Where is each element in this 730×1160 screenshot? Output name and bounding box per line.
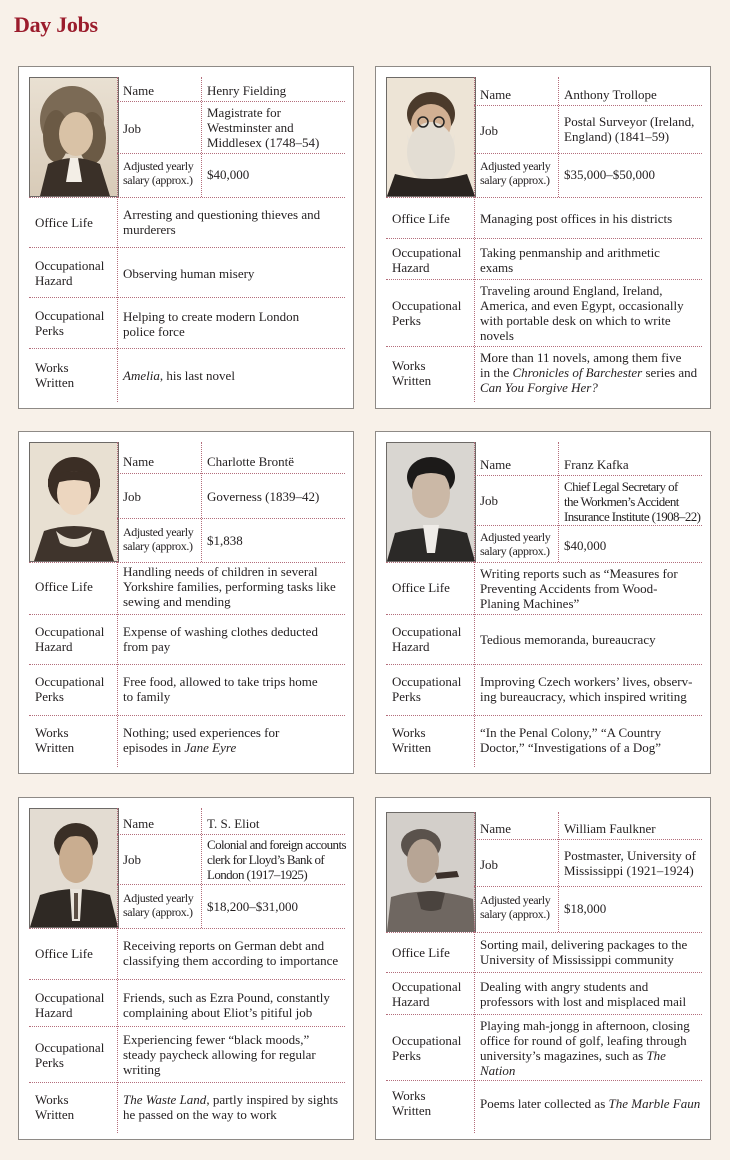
divider xyxy=(201,808,202,928)
divider xyxy=(117,928,118,1133)
salary-value: $40,000 xyxy=(207,166,250,182)
label-works: Works Written xyxy=(35,725,75,755)
job-value: Governess (1839–42) xyxy=(207,488,320,504)
salary-value: $18,000 xyxy=(564,900,607,916)
hazard-value: Friends, such as Ezra Pound, constantly complaining about Eliot’s pitiful job xyxy=(123,990,330,1020)
divider xyxy=(386,1014,702,1015)
divider xyxy=(117,518,345,519)
name-value: Charlotte Brontë xyxy=(207,453,295,469)
label-office-life: Office Life xyxy=(35,945,93,961)
divider xyxy=(117,473,345,474)
label-name: Name xyxy=(480,456,512,472)
page-title: Day Jobs xyxy=(14,12,98,37)
label-office-life: Office Life xyxy=(392,210,450,226)
label-salary: Adjusted yearly salary (approx.) xyxy=(480,159,551,187)
card-franz-kafka xyxy=(375,431,711,774)
works-value: Nothing; used experiences for episodes in Jane Eyre xyxy=(123,725,280,755)
label-salary: Adjusted yearly salary (approx.) xyxy=(480,893,551,921)
office-life-value: Writing reports such as “Measures for Preventing Accidents from Wood- Planing Machines” xyxy=(480,566,678,611)
perks-value: Free food, allowed to take trips home to family xyxy=(123,674,318,704)
salary-value: $40,000 xyxy=(564,537,607,553)
label-perks: Occupational Perks xyxy=(35,308,105,338)
office-life-value: Arresting and questioning thieves and murderers xyxy=(123,207,321,237)
label-salary: Adjusted yearly salary (approx.) xyxy=(480,530,551,558)
works-value: Amelia, his last novel xyxy=(123,367,235,383)
divider xyxy=(386,715,702,716)
label-hazard: Occupational Hazard xyxy=(392,979,462,1009)
divider xyxy=(29,928,345,929)
label-salary: Adjusted yearly salary (approx.) xyxy=(123,891,194,919)
divider xyxy=(474,839,702,840)
label-salary: Adjusted yearly salary (approx.) xyxy=(123,159,194,187)
divider xyxy=(474,886,702,887)
job-value: Chief Legal Secretary of the Workmen’s Accident Insurance Institute (1908–22) xyxy=(564,479,701,524)
divider xyxy=(558,812,559,932)
divider xyxy=(474,442,475,562)
divider xyxy=(386,1080,702,1081)
label-hazard: Occupational Hazard xyxy=(35,624,105,654)
divider xyxy=(29,247,345,248)
divider xyxy=(29,1026,345,1027)
divider xyxy=(117,442,118,562)
office-life-value: Handling needs of children in several Yorkshire families, performing tasks like sewing and mending xyxy=(123,564,336,609)
hazard-value: Observing human misery xyxy=(123,265,255,281)
divider xyxy=(29,1082,345,1083)
perks-value: Experiencing fewer “black moods,” steady paycheck allowing for regular writing xyxy=(123,1032,316,1077)
divider xyxy=(29,715,345,716)
divider xyxy=(117,101,345,102)
label-name: Name xyxy=(480,86,512,102)
card-henry-fielding xyxy=(18,66,354,409)
salary-value: $35,000–$50,000 xyxy=(564,166,655,182)
perks-value: Improving Czech workers’ lives, observ- ing bureaucracy, which inspired writing xyxy=(480,674,693,704)
name-value: T. S. Eliot xyxy=(207,815,260,831)
divider xyxy=(29,562,345,563)
divider xyxy=(117,197,118,402)
label-perks: Occupational Perks xyxy=(392,674,462,704)
label-works: Works Written xyxy=(392,725,432,755)
hazard-value: Dealing with angry students and professors with lost and misplaced mail xyxy=(480,979,687,1009)
divider xyxy=(386,972,702,973)
label-name: Name xyxy=(123,453,155,469)
divider xyxy=(29,297,345,298)
office-life-value: Receiving reports on German debt and classifying them according to importance xyxy=(123,938,339,968)
divider xyxy=(29,614,345,615)
divider xyxy=(29,197,345,198)
divider xyxy=(386,664,702,665)
job-value: Colonial and foreign accounts clerk for Lloyd’s Bank of London (1917–1925) xyxy=(207,837,346,882)
divider xyxy=(29,348,345,349)
label-job: Job xyxy=(123,488,142,504)
label-name: Name xyxy=(480,820,512,836)
divider xyxy=(474,932,475,1133)
card-ts-eliot xyxy=(18,797,354,1140)
portrait-ts-eliot xyxy=(29,808,119,928)
label-salary: Adjusted yearly salary (approx.) xyxy=(123,525,194,553)
divider xyxy=(386,238,702,239)
divider xyxy=(474,153,702,154)
card-anthony-trollope xyxy=(375,66,711,409)
label-office-life: Office Life xyxy=(35,214,93,230)
portrait-franz-kafka xyxy=(386,442,476,562)
label-works: Works Written xyxy=(392,1088,432,1118)
portrait-anthony-trollope xyxy=(386,77,476,197)
name-value: William Faulkner xyxy=(564,820,656,836)
divider xyxy=(117,808,118,928)
divider xyxy=(117,77,118,197)
job-value: Magistrate for Westminster and Middlesex (1748–54) xyxy=(207,105,320,150)
works-value: More than 11 novels, among them five in the Chronicles of Barchester series and Can You Forgive Her? xyxy=(480,350,698,395)
label-hazard: Occupational Hazard xyxy=(392,245,462,275)
perks-value: Traveling around England, Ireland, America, and even Egypt, occasionally with portable desk on which to write novels xyxy=(480,283,684,343)
portrait-charlotte-bronte xyxy=(29,442,119,562)
divider xyxy=(117,834,345,835)
label-job: Job xyxy=(480,856,499,872)
portrait-henry-fielding xyxy=(29,77,119,197)
label-job: Job xyxy=(480,492,499,508)
divider xyxy=(117,153,345,154)
divider xyxy=(201,442,202,562)
salary-value: $18,200–$31,000 xyxy=(207,898,298,914)
hazard-value: Expense of washing clothes deducted from pay xyxy=(123,624,318,654)
label-hazard: Occupational Hazard xyxy=(35,990,105,1020)
label-job: Job xyxy=(123,851,142,867)
job-value: Postmaster, University of Mississippi (1921–1924) xyxy=(564,848,696,878)
label-office-life: Office Life xyxy=(35,578,93,594)
salary-value: $1,838 xyxy=(207,532,243,548)
label-perks: Occupational Perks xyxy=(35,674,105,704)
office-life-value: Managing post offices in his districts xyxy=(480,210,673,226)
perks-value: Helping to create modern London police force xyxy=(123,309,300,339)
label-job: Job xyxy=(123,120,142,136)
card-charlotte-bronte xyxy=(18,431,354,774)
label-office-life: Office Life xyxy=(392,579,450,595)
label-works: Works Written xyxy=(392,358,432,388)
label-job: Job xyxy=(480,122,499,138)
hazard-value: Taking penmanship and arithmetic exams xyxy=(480,245,660,275)
works-value: Poems later collected as The Marble Faun xyxy=(480,1095,701,1111)
label-perks: Occupational Perks xyxy=(392,1033,462,1063)
office-life-value: Sorting mail, delivering packages to the University of Mississippi community xyxy=(480,937,688,967)
label-name: Name xyxy=(123,82,155,98)
label-works: Works Written xyxy=(35,360,75,390)
name-value: Henry Fielding xyxy=(207,82,287,98)
divider xyxy=(474,812,475,932)
label-perks: Occupational Perks xyxy=(392,298,462,328)
job-value: Postal Surveyor (Ireland, England) (1841–59) xyxy=(564,114,695,144)
works-value: “In the Penal Colony,” “A Country Doctor,” “Investigations of a Dog” xyxy=(480,725,662,755)
label-perks: Occupational Perks xyxy=(35,1040,105,1070)
divider xyxy=(201,77,202,197)
divider xyxy=(117,884,345,885)
label-works: Works Written xyxy=(35,1092,75,1122)
card-william-faulkner xyxy=(375,797,711,1140)
portrait-william-faulkner xyxy=(386,812,476,932)
name-value: Anthony Trollope xyxy=(564,86,657,102)
divider xyxy=(386,346,702,347)
divider xyxy=(474,475,702,476)
divider xyxy=(558,77,559,197)
divider xyxy=(386,562,702,563)
perks-value: Playing mah-jongg in afternoon, closing office for round of golf, leafing through university’s magazines, such as The Nation xyxy=(480,1018,690,1078)
works-value: The Waste Land, partly inspired by sights he passed on the way to work xyxy=(123,1092,339,1122)
label-office-life: Office Life xyxy=(392,944,450,960)
divider xyxy=(386,614,702,615)
divider xyxy=(474,105,702,106)
divider xyxy=(474,77,475,197)
name-value: Franz Kafka xyxy=(564,456,629,472)
divider xyxy=(29,979,345,980)
divider xyxy=(29,664,345,665)
divider xyxy=(386,932,702,933)
hazard-value: Tedious memoranda, bureaucracy xyxy=(480,631,656,647)
divider xyxy=(386,197,702,198)
divider xyxy=(474,197,475,402)
label-hazard: Occupational Hazard xyxy=(35,258,105,288)
label-hazard: Occupational Hazard xyxy=(392,624,462,654)
label-name: Name xyxy=(123,815,155,831)
divider xyxy=(386,279,702,280)
divider xyxy=(558,442,559,562)
